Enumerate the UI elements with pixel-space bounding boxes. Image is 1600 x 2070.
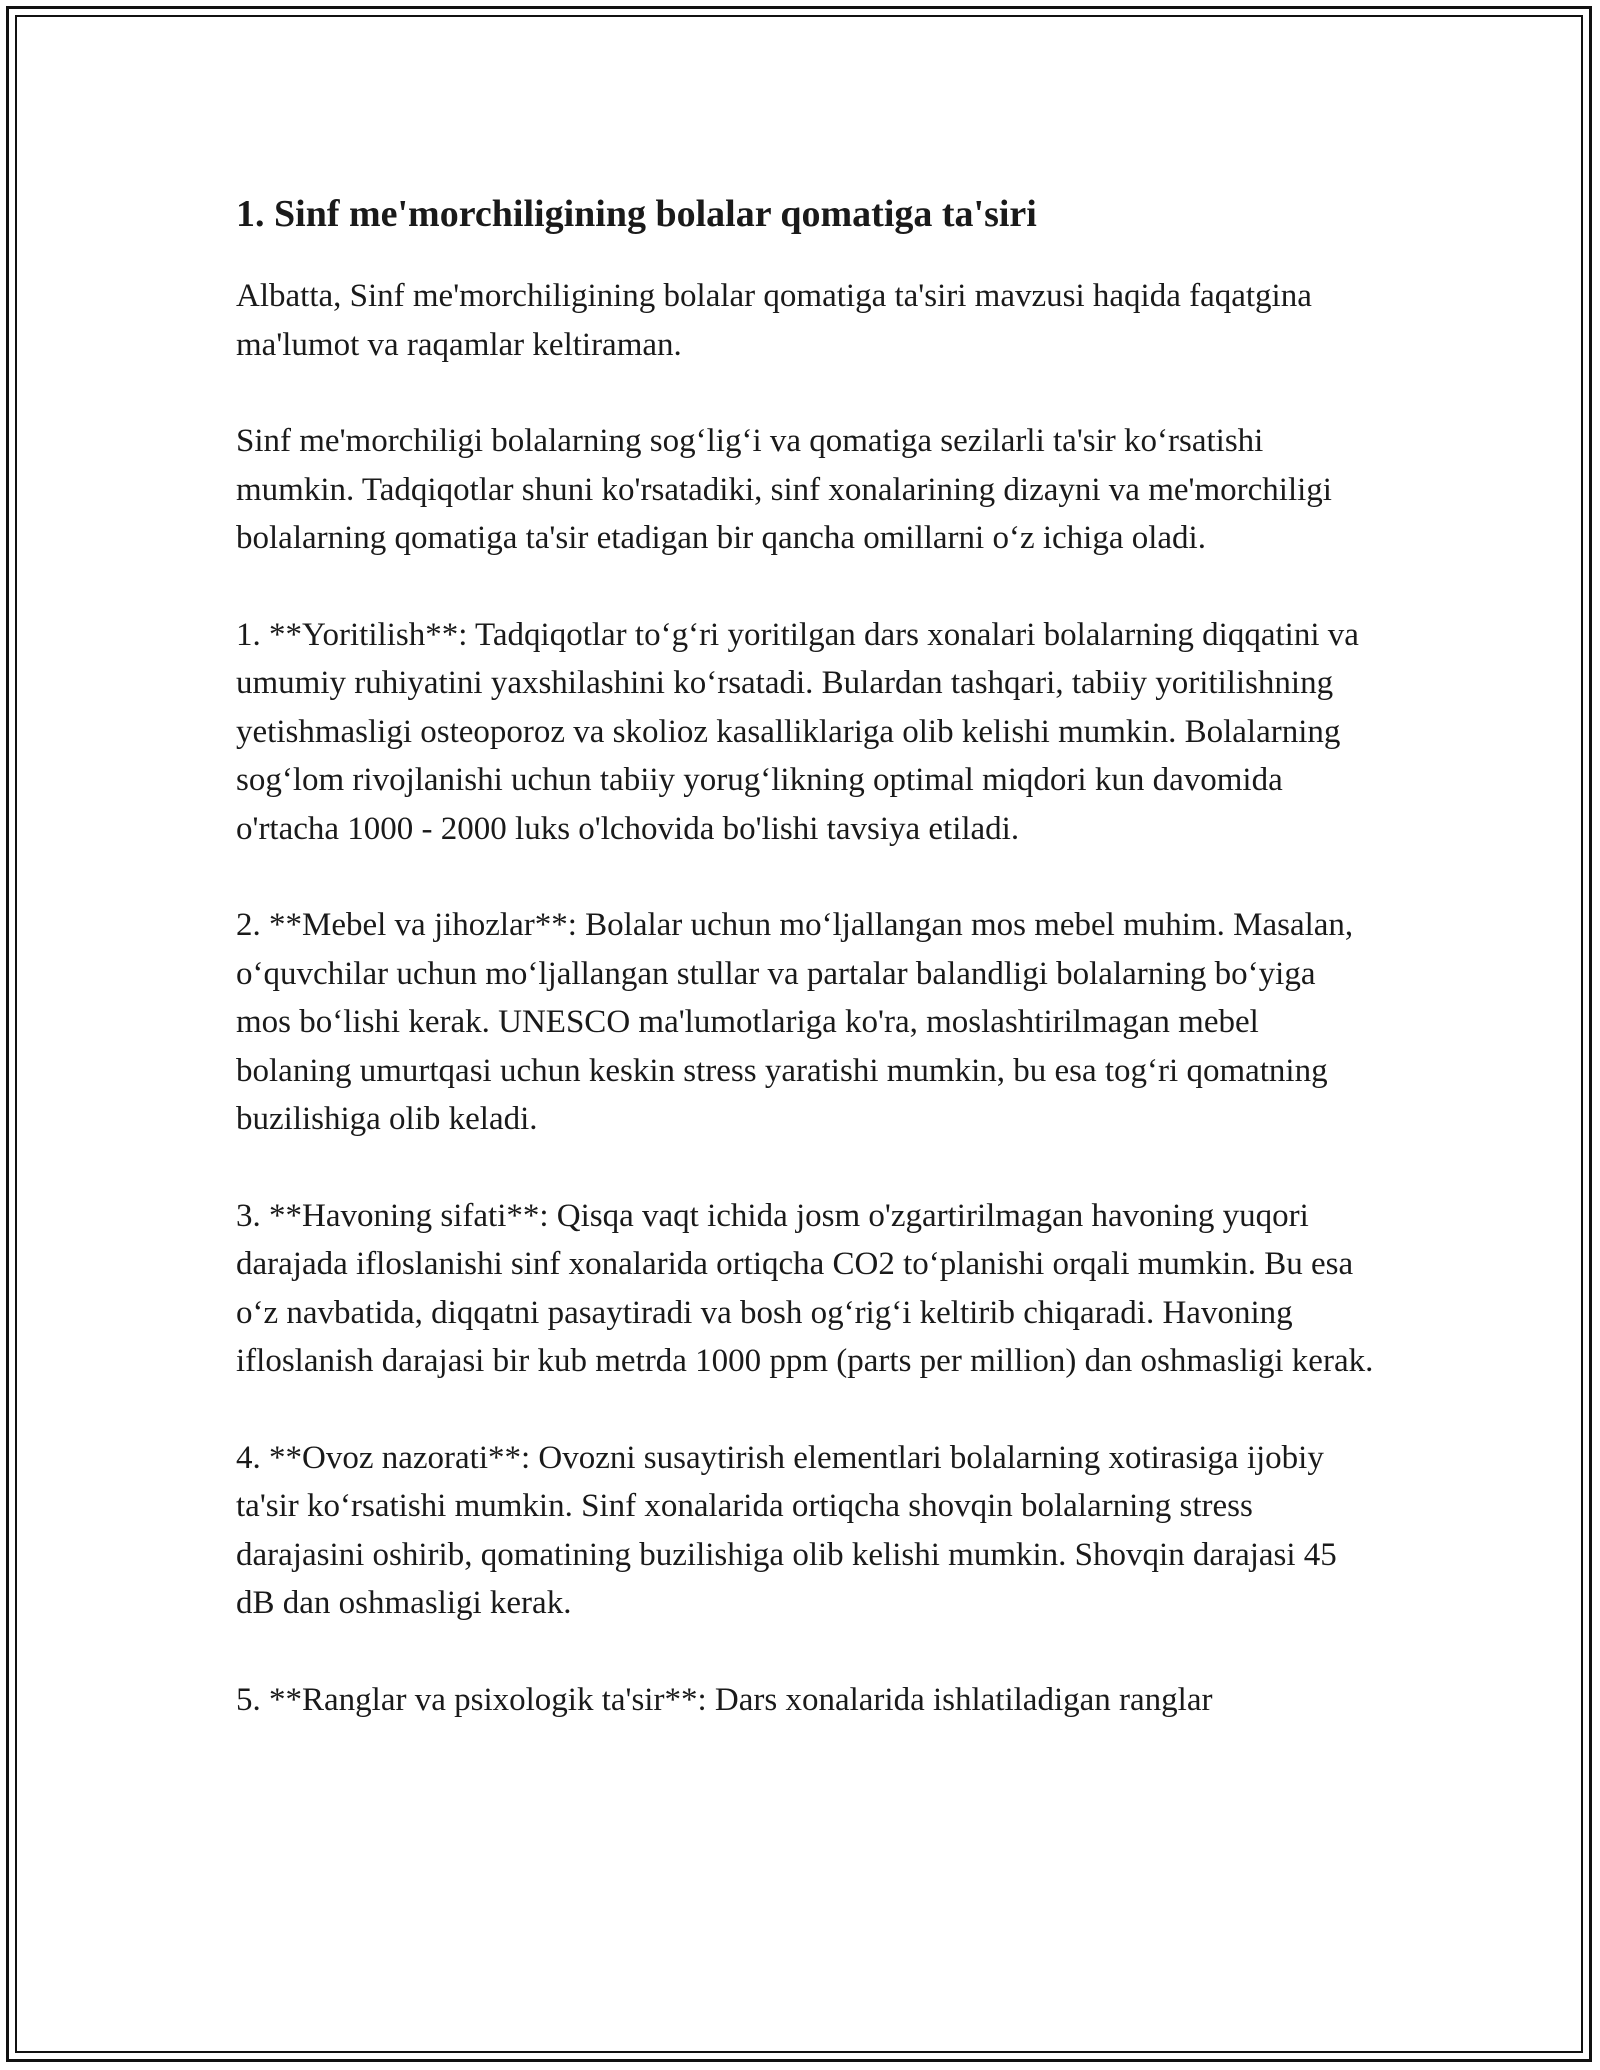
document-body <box>236 190 1376 1724</box>
paragraph-noise-control: 4. **Ovoz nazorati**: Ovozni susaytirish elementlari bolalarning xotirasiga ijobiy ta'sir ko‘rsatishi mumkin. Sinf xonalarida ortiqcha shovqin bolalarning stress darajasini oshirib, qomatining buzilishiga olib kelishi mumkin. Shovqin darajasi 45 dB dan oshmasligi kerak. <box>236 1439 1337 1621</box>
paragraph-overview: Sinf me'morchiligi bolalarning sog‘lig‘i va qomatiga sezilarli ta'sir ko‘rsatishi mumkin. Tadqiqotlar shuni ko'rsatadiki, sinf xonalarining dizayni va me'morchiligi bolalarning qomatiga ta'sir etadigan bir qancha omillarni o‘z ichiga oladi. <box>236 423 1332 556</box>
paragraph-intro: Albatta, Sinf me'morchiligining bolalar qomatiga ta'siri mavzusi haqida faqatgina ma'lumot va raqamlar keltiraman. <box>236 278 1312 363</box>
paragraph-lighting: 1. **Yoritilish**: Tadqiqotlar to‘g‘ri yoritilgan dars xonalari bolalarning diqqatini va umumiy ruhiyatini yaxshilashini ko‘rsatadi. Bulardan tashqari, tabiiy yoritilishning yetishmasligi osteoporoz va skolioz kasalliklariga olib kelishi mumkin. Bolalarning sog‘lom rivojlanishi uchun tabiiy yorug‘likning optimal miqdori kun davomida o'rtacha 1000 - 2000 luks o'lchovida bo'lishi tavsiya etiladi. <box>236 616 1359 847</box>
paragraph-air-quality: 3. **Havoning sifati**: Qisqa vaqt ichida josm o'zgartirilmagan havoning yuqori darajada ifloslanishi sinf xonalarida ortiqcha CO2 to‘planishi orqali mumkin. Bu esa o‘z navbatida, diqqatni pasaytiradi va bosh og‘rig‘i keltirib chiqaradi. Havoning ifloslanish darajasi bir kub metrda 1000 ppm (parts per million) dan oshmasligi kerak. <box>236 1197 1374 1379</box>
document-title: 1. Sinf me'morchiligining bolalar qomatiga ta'siri <box>236 193 1037 235</box>
paragraph-colors: 5. **Ranglar va psixologik ta'sir**: Dars xonalarida ishlatiladigan ranglar <box>236 1681 1213 1718</box>
paragraph-furniture: 2. **Mebel va jihozlar**: Bolalar uchun mo‘ljallangan mos mebel muhim. Masalan, o‘quvchilar uchun mo‘ljallangan stullar va partalar balandligi bolalarning bo‘yiga mos bo‘lishi kerak. UNESCO ma'lumotlariga ko'ra, moslashtirilmagan mebel bolaning umurtqasi uchun keskin stress yaratishi mumkin, bu esa tog‘ri qomatning buzilishiga olib keladi. <box>236 907 1354 1137</box>
